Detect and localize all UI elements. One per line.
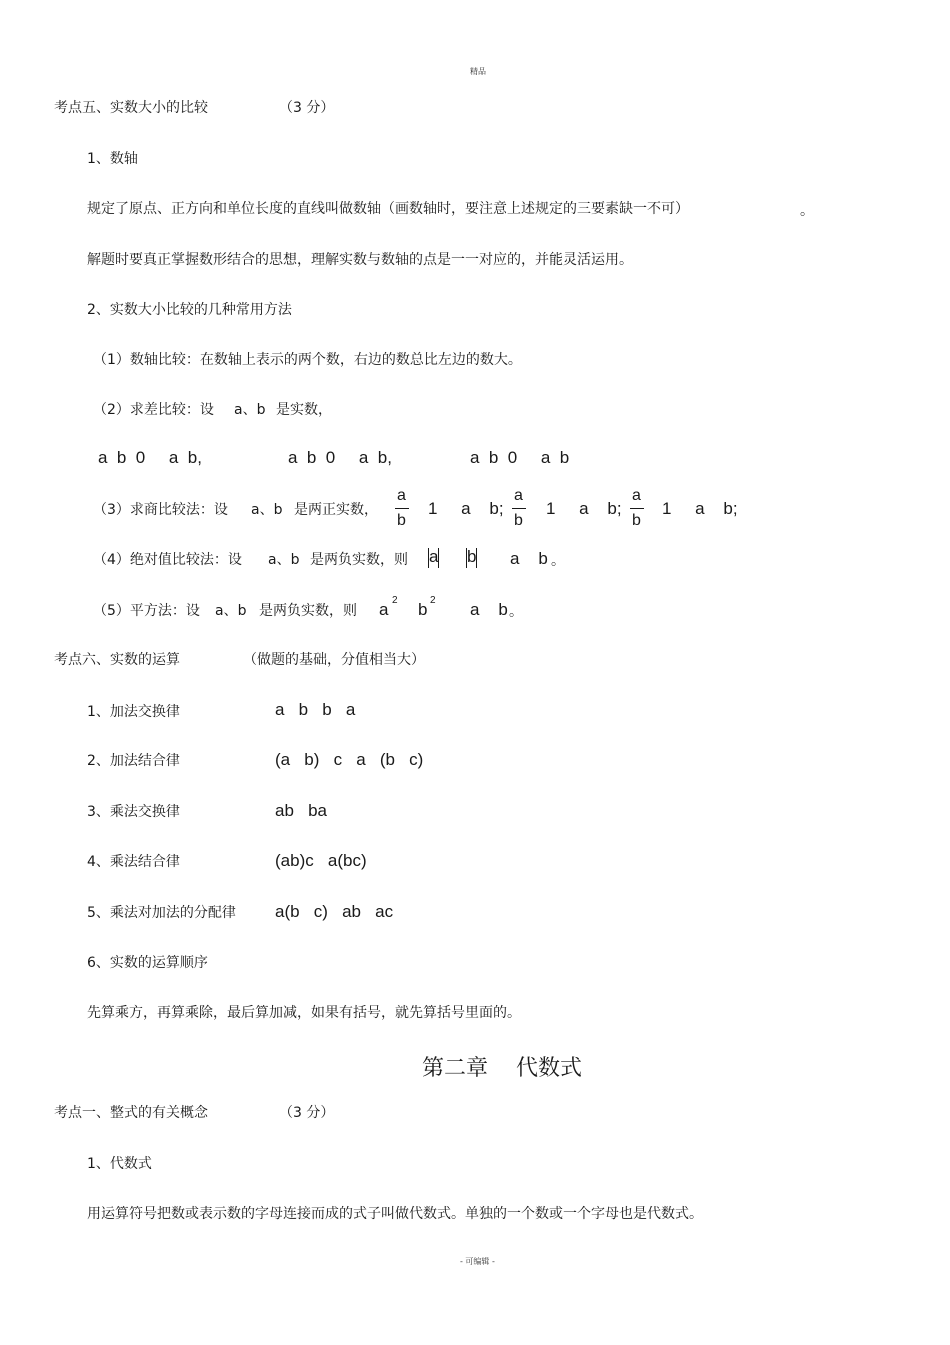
law-name: 2、加法结合律 <box>87 753 180 769</box>
method-quotient-tail: 是两正实数， <box>294 502 378 518</box>
law-name: 1、加法交换律 <box>87 704 180 720</box>
quotient-case-less: 1 a b; <box>662 499 738 518</box>
quotient-case-equal: 1 a b; <box>546 499 622 518</box>
fraction-bar <box>395 508 409 509</box>
solving-tip: 解题时要真正掌握数形结合的思想，理解实数与数轴的点是一一对应的，并能灵活运用。 <box>87 252 633 268</box>
chapter-title: 第二章 代数式 <box>422 1056 582 1081</box>
section-title: 考点一、整式的有关概念 <box>54 1105 208 1121</box>
square-a: a <box>379 600 389 619</box>
definition-period: 。 <box>800 203 814 219</box>
square-relation: a b <box>470 600 508 619</box>
law-formula: (ab)c a(bc) <box>275 851 367 870</box>
absolute-relation: a b <box>510 549 548 568</box>
subsection-title: 1、代数式 <box>87 1156 152 1172</box>
fraction-denominator: b <box>632 512 641 529</box>
law-name: 3、乘法交换律 <box>87 804 180 820</box>
page-footer: - 可编辑 - <box>460 1257 495 1266</box>
fraction-bar <box>630 508 644 509</box>
method-absolute-label: （4）绝对值比较法：设 <box>93 552 242 568</box>
fraction-denominator: b <box>397 512 406 529</box>
fraction-numerator: a <box>514 487 523 504</box>
law-name: 4、乘法结合律 <box>87 854 180 870</box>
number-line-definition: 规定了原点、正方向和单位长度的直线叫做数轴（画数轴时，要注意上述规定的三要素缺一不可） <box>87 201 689 217</box>
subsection-title: 2、实数大小比较的几种常用方法 <box>87 302 292 318</box>
exponent: 2 <box>392 595 398 606</box>
section-score: （3 分） <box>279 100 335 116</box>
fraction-bar <box>512 508 526 509</box>
section-score: （3 分） <box>279 1105 335 1121</box>
algebraic-expression-definition: 用运算符号把数或表示数的字母连接而成的式子叫做代数式。单独的一个数或一个字母也是代数式。 <box>87 1206 703 1222</box>
sentence-end: 。 <box>551 553 565 569</box>
absolute-value-b: b <box>467 547 477 566</box>
difference-case-greater: a b 0 a b, <box>98 448 202 467</box>
subsection-title: 6、实数的运算顺序 <box>87 955 208 971</box>
variables-ab: a、b <box>251 502 283 518</box>
subsection-title: 1、数轴 <box>87 151 138 167</box>
variables-ab: a、b <box>268 552 300 568</box>
absolute-value-a: a <box>429 547 439 566</box>
variables-ab: a、b <box>215 603 247 619</box>
exponent: 2 <box>430 595 436 606</box>
method-difference-tail: 是实数， <box>276 402 332 418</box>
method-absolute-tail: 是两负实数，则 <box>310 552 408 568</box>
section-title: 考点六、实数的运算 <box>54 652 180 668</box>
square-b: b <box>418 600 428 619</box>
method-number-line: （1）数轴比较：在数轴上表示的两个数，右边的数总比左边的数大。 <box>93 352 522 368</box>
law-formula: a(b c) ab ac <box>275 902 394 921</box>
fraction-denominator: b <box>514 512 523 529</box>
method-square-label: （5）平方法：设 <box>93 603 200 619</box>
method-quotient-label: （3）求商比较法：设 <box>93 502 228 518</box>
law-name: 5、乘法对加法的分配律 <box>87 905 236 921</box>
law-formula: a b b a <box>275 700 356 719</box>
fraction-numerator: a <box>632 487 641 504</box>
section-title: 考点五、实数大小的比较 <box>54 100 208 116</box>
page-header: 精品 <box>470 67 486 76</box>
operation-order: 先算乘方，再算乘除，最后算加减，如果有括号，就先算括号里面的。 <box>87 1005 521 1021</box>
fraction-numerator: a <box>397 487 406 504</box>
difference-case-equal: a b 0 a b, <box>288 448 392 467</box>
section-note: （做题的基础，分值相当大） <box>243 652 425 668</box>
difference-case-less: a b 0 a b <box>470 448 570 467</box>
method-square-tail: 是两负实数，则 <box>259 603 357 619</box>
law-formula: ab ba <box>275 801 327 820</box>
quotient-case-greater: 1 a b; <box>428 499 504 518</box>
law-formula: (a b) c a (b c) <box>275 750 424 769</box>
method-difference-label: （2）求差比较：设 <box>93 402 214 418</box>
sentence-end: 。 <box>509 604 523 620</box>
variables-ab: a、b <box>234 402 266 418</box>
